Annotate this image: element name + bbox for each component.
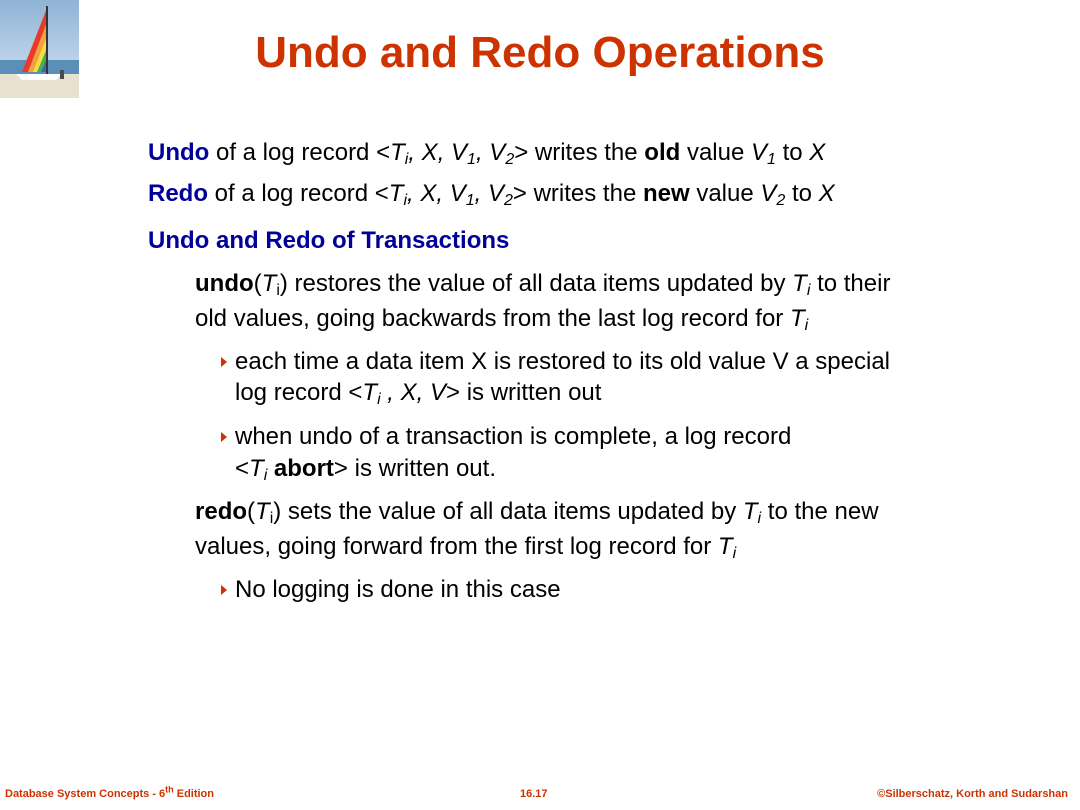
text: restores the value of all data items updated by (287, 270, 793, 297)
undo-bullet2-line1: when undo of a transaction is complete, a log record (235, 423, 792, 450)
sub-2: 2 (776, 192, 786, 209)
var-v: V (751, 139, 768, 166)
text: to their (810, 270, 891, 297)
var-v: V (489, 139, 506, 166)
redo-keyword: Redo (148, 180, 208, 207)
text: , (436, 180, 450, 207)
var-x: X (818, 180, 835, 207)
text: of a log record < (209, 139, 391, 166)
undo-transaction-line1 (195, 270, 890, 298)
text: to the new (761, 498, 879, 525)
footer-book-title (5, 784, 214, 800)
sub-1: 1 (467, 151, 476, 168)
sub-1: 1 (465, 192, 475, 209)
text: , (474, 180, 488, 207)
text: to (775, 139, 810, 166)
undo-keyword: Undo (148, 139, 210, 166)
text: , (475, 139, 490, 166)
text: ( (247, 498, 256, 525)
var-t: T (261, 270, 277, 297)
undo-bullet1-line2 (235, 379, 601, 407)
var-x: X (421, 139, 438, 166)
var-v: V (487, 180, 504, 207)
text: Edition (173, 788, 214, 800)
sub-i: i (806, 282, 811, 299)
text: value (680, 139, 751, 166)
var-v: V (449, 180, 466, 207)
var-t: T (792, 270, 807, 297)
sub-i: i (757, 510, 762, 527)
footer-copyright: ©Silberschatz, Korth and Sudarshan (877, 788, 1068, 800)
text: ( (253, 270, 262, 297)
text: sets the value of all data items updated by (281, 498, 743, 525)
text: > is written out. (333, 455, 496, 482)
redo-definition-line (148, 180, 835, 208)
superscript: th (165, 784, 174, 795)
text: ) (279, 270, 288, 297)
var-x: X (809, 139, 826, 166)
emphasis-abort: abort (267, 455, 334, 482)
slide-title: Undo and Redo Operations (255, 28, 825, 77)
text: > writes the (512, 180, 643, 207)
sub-i: i (377, 391, 381, 408)
sub-i: i (404, 151, 409, 168)
text: , (408, 139, 422, 166)
sub-i: i (403, 192, 408, 209)
sub-i: i (276, 282, 280, 299)
text: ) (273, 498, 282, 525)
text: > writes the (514, 139, 645, 166)
text: log record < (235, 379, 363, 406)
var-x: X (400, 379, 417, 406)
text: value (689, 180, 761, 207)
redo-transaction-line1 (195, 498, 879, 526)
text: , (437, 139, 452, 166)
emphasis-new: new (642, 180, 690, 207)
text: > is written out (446, 379, 602, 406)
text: , (407, 180, 421, 207)
var-t: T (249, 455, 264, 482)
sub-2: 2 (505, 151, 515, 168)
emphasis-old: old (644, 139, 681, 166)
var-t: T (255, 498, 270, 525)
sub-2: 2 (504, 192, 513, 209)
undo-function: undo (195, 270, 254, 297)
var-t: T (362, 379, 378, 406)
text: of a log record < (208, 180, 389, 207)
bullet-arrow-icon (221, 432, 227, 442)
var-t: T (789, 305, 805, 332)
text: Database System Concepts - 6 (5, 788, 166, 800)
text: old values, going backwards from the last log record for (195, 305, 790, 332)
sub-i: i (263, 467, 268, 484)
text: to (785, 180, 819, 207)
sub-i: i (269, 510, 274, 527)
text: , (380, 379, 401, 406)
section-heading: Undo and Redo of Transactions (148, 227, 510, 254)
text: < (235, 455, 250, 482)
undo-bullet1-line1: each time a data item X is restored to its old value V a special (235, 348, 890, 375)
text: , (416, 379, 431, 406)
bullet-arrow-icon (221, 585, 227, 595)
var-x: X (420, 180, 437, 207)
text: values, going forward from the first log record for (195, 533, 718, 560)
undo-bullet2-line2 (235, 455, 496, 483)
var-v: V (430, 379, 447, 406)
sub-i: i (804, 317, 809, 334)
var-t: T (742, 498, 758, 525)
footer-slide-number: 16.17 (520, 788, 548, 800)
var-v: V (451, 139, 468, 166)
var-t: T (390, 139, 405, 166)
var-t: T (717, 533, 733, 560)
redo-function: redo (195, 498, 248, 525)
redo-transaction-line2 (195, 533, 736, 561)
var-v: V (760, 180, 777, 207)
sub-i: i (732, 545, 737, 562)
var-t: T (388, 180, 404, 207)
sub-1: 1 (767, 151, 776, 168)
redo-bullet1: No logging is done in this case (235, 576, 561, 603)
undo-transaction-line2 (195, 305, 808, 333)
bullet-arrow-icon (221, 357, 227, 367)
undo-definition-line (148, 139, 825, 167)
